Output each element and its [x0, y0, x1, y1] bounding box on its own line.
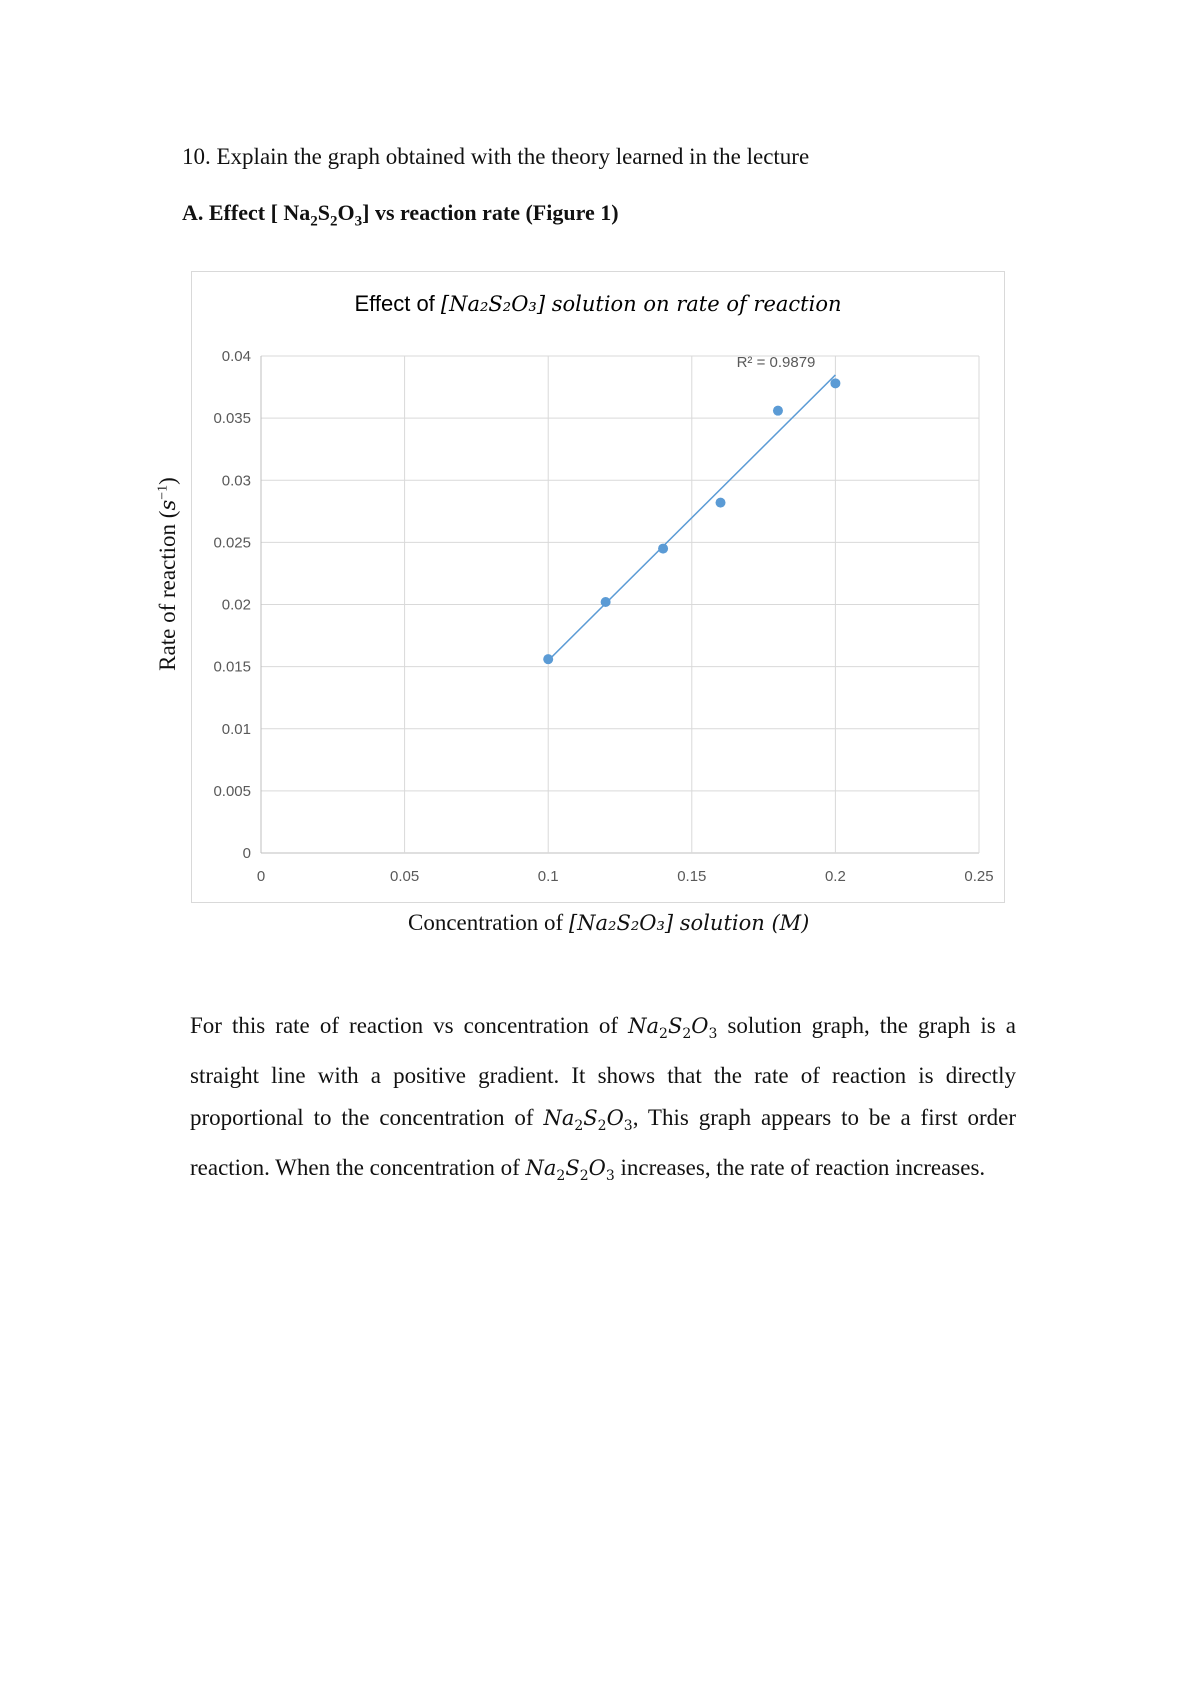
y-tick-label: 0.035	[213, 410, 251, 428]
question-heading: 10. Explain the graph obtained with the theory learned in the lecture	[182, 144, 810, 169]
formula-1: $Na_2S_2O_3$	[628, 1014, 718, 1043]
x-tick-label: 0.2	[824, 868, 846, 885]
x-axis-label: Concentration of [Na₂S₂O₃] solution (M)	[408, 910, 810, 935]
y-tick-label: 0.025	[213, 534, 251, 552]
y-tick-label: 0.01	[221, 720, 251, 738]
data-point	[830, 378, 840, 388]
scatter-chart	[191, 271, 1005, 903]
x-tick-label: 0.1	[537, 868, 559, 885]
data-point	[601, 597, 611, 607]
chart-title: Effect of [Na₂S₂O₃] solution on rate of reaction	[354, 291, 842, 316]
formula-2: $Na_2S_2O_3$	[543, 1106, 633, 1135]
x-tick-label: 0.15	[677, 868, 707, 885]
x-tick-label: 0.25	[964, 868, 994, 885]
y-tick-label: 0.04	[221, 348, 251, 365]
section-prefix: A. Effect [	[182, 200, 284, 225]
data-point	[773, 406, 783, 416]
y-tick-label: 0.015	[213, 658, 251, 676]
section-heading	[182, 200, 619, 230]
y-tick-label: 0.03	[221, 472, 251, 490]
data-point	[716, 498, 726, 508]
x-tick-label: 0.05	[389, 868, 420, 885]
x-tick-label: 0	[256, 868, 266, 885]
section-suffix: ] vs reaction rate (Figure 1)	[362, 200, 619, 225]
r-squared-label: R² = 0.9879	[736, 353, 816, 371]
chart-area-border	[192, 272, 1005, 903]
data-point	[658, 544, 668, 554]
y-axis-label: Rate of reaction $(s^{-1})$	[155, 477, 180, 671]
data-point	[543, 654, 553, 664]
section-formula: $Na_2S_2O_3$	[283, 200, 363, 230]
y-tick-label: 0	[242, 845, 251, 862]
y-tick-label: 0.02	[221, 596, 251, 614]
formula-3: $Na_2S_2O_3$	[525, 1156, 615, 1185]
y-tick-label: 0.005	[213, 782, 251, 800]
explanation-paragraph: For this rate of reaction vs concentration of $Na_2S_2O_3$ solution graph, the graph is a straight line with a positive gradient. It shows that the rate of reaction is directly proportional to the concentration of $Na_2S_2O_3$, This graph appears to be a first order reaction. When the concentration of $Na_2S_2O_3$ increases, the rate of reaction increases.	[190, 1013, 1016, 1185]
